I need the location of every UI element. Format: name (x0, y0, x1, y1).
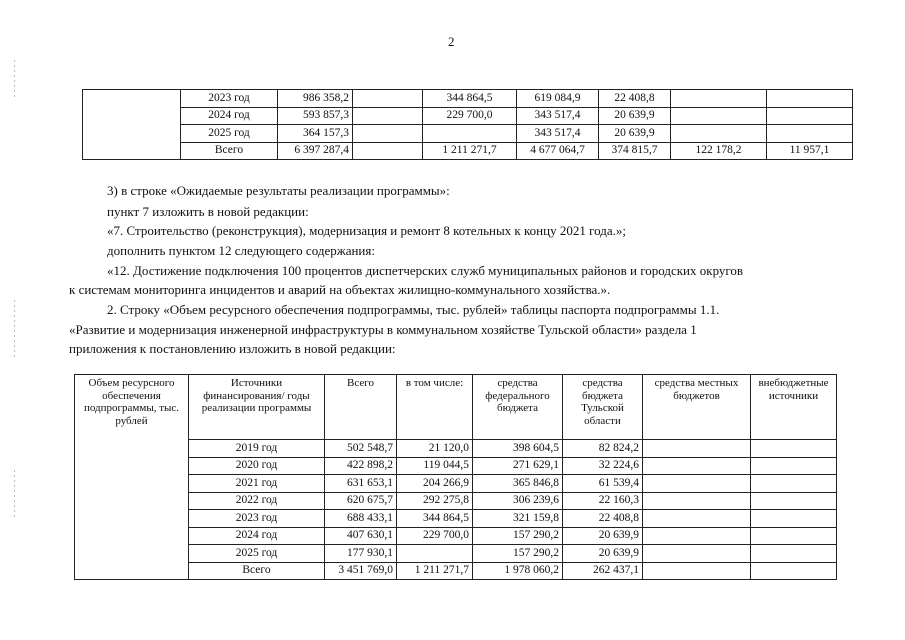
value-cell (643, 457, 751, 475)
table-row (75, 492, 837, 510)
header-resource-volume: Объем ресурсного обеспечения подпрограммы, тыс. рублей (75, 375, 189, 580)
year-cell: 2024 год (189, 527, 325, 545)
header-including: в том числе: (397, 375, 473, 440)
header-federal: средства федерального бюджета (473, 375, 563, 440)
value-cell: 20 639,9 (599, 107, 671, 125)
paragraph: «7. Строительство (реконструкция), модернизация и ремонт 8 котельных к концу 2021 года.»; (107, 223, 626, 238)
value-cell: 1 978 060,2 (473, 562, 563, 580)
value-cell: 1 211 271,7 (423, 142, 517, 160)
year-cell: 2025 год (189, 545, 325, 563)
header-local: средства местных бюджетов (643, 375, 751, 440)
value-cell (671, 125, 767, 143)
scan-margin-mark (14, 470, 15, 520)
value-cell: 321 159,8 (473, 510, 563, 528)
value-cell: 157 290,2 (473, 545, 563, 563)
year-cell: 2024 год (181, 107, 278, 125)
value-cell (643, 527, 751, 545)
value-cell (751, 510, 837, 528)
paragraph: «12. Достижение подключения 100 процентов диспетчерских служб муниципальных районов и городских округов (107, 263, 744, 278)
total-cell: 593 857,3 (278, 107, 353, 125)
scan-margin-mark (14, 300, 15, 360)
value-cell (353, 142, 423, 160)
value-cell: 262 437,1 (563, 562, 643, 580)
header-regional: средства бюджета Тульской области (563, 375, 643, 440)
year-cell: 2023 год (189, 510, 325, 528)
table-row (75, 457, 837, 475)
value-cell: 344 864,5 (423, 90, 517, 108)
value-cell (353, 90, 423, 108)
value-cell: 32 224,6 (563, 457, 643, 475)
value-cell: 292 275,8 (397, 492, 473, 510)
year-cell: 2021 год (189, 475, 325, 493)
empty-cell (83, 90, 181, 160)
paragraph: «Развитие и модернизация инженерной инфраструктуры в коммунальном хозяйстве Тульской области» раздела 1 (69, 322, 697, 337)
table-row (75, 527, 837, 545)
paragraph: пункт 7 изложить в новой редакции: (107, 204, 309, 219)
value-cell (751, 545, 837, 563)
year-cell: 2022 год (189, 492, 325, 510)
value-cell (767, 125, 853, 143)
value-cell (353, 125, 423, 143)
table-row (75, 510, 837, 528)
value-cell: 344 864,5 (397, 510, 473, 528)
value-cell (751, 562, 837, 580)
value-cell: 20 639,9 (563, 545, 643, 563)
total-cell: 177 930,1 (325, 545, 397, 563)
table-row (75, 475, 837, 493)
year-cell: 2023 год (181, 90, 278, 108)
value-cell: 343 517,4 (517, 107, 599, 125)
total-cell: 688 433,1 (325, 510, 397, 528)
total-cell: 364 157,3 (278, 125, 353, 143)
value-cell (643, 545, 751, 563)
paragraph: дополнить пунктом 12 следующего содержания: (107, 243, 375, 258)
year-cell: Всего (181, 142, 278, 160)
page-number: 2 (448, 34, 455, 49)
total-cell: 502 548,7 (325, 440, 397, 458)
value-cell (751, 527, 837, 545)
table-row (83, 107, 853, 125)
value-cell (423, 125, 517, 143)
value-cell: 22 160,3 (563, 492, 643, 510)
scan-margin-mark (14, 60, 15, 100)
table-row (75, 545, 837, 563)
value-cell: 61 539,4 (563, 475, 643, 493)
paragraph: 3) в строке «Ожидаемые результаты реализации программы»: (107, 183, 450, 198)
table-row (83, 90, 853, 108)
value-cell: 11 957,1 (767, 142, 853, 160)
value-cell: 619 084,9 (517, 90, 599, 108)
year-cell: 2019 год (189, 440, 325, 458)
value-cell (643, 510, 751, 528)
value-cell: 122 178,2 (671, 142, 767, 160)
value-cell: 365 846,8 (473, 475, 563, 493)
total-cell: 620 675,7 (325, 492, 397, 510)
total-cell: 407 630,1 (325, 527, 397, 545)
table-header-row (75, 375, 837, 440)
value-cell (643, 562, 751, 580)
value-cell: 20 639,9 (563, 527, 643, 545)
value-cell: 1 211 271,7 (397, 562, 473, 580)
value-cell (397, 545, 473, 563)
table-row (83, 142, 853, 160)
value-cell (751, 475, 837, 493)
header-sources: Источники финансирования/ годы реализации программы (189, 375, 325, 440)
value-cell: 22 408,8 (563, 510, 643, 528)
value-cell: 343 517,4 (517, 125, 599, 143)
value-cell: 204 266,9 (397, 475, 473, 493)
value-cell: 119 044,5 (397, 457, 473, 475)
value-cell: 229 700,0 (423, 107, 517, 125)
value-cell (643, 492, 751, 510)
value-cell: 229 700,0 (397, 527, 473, 545)
total-cell: 3 451 769,0 (325, 562, 397, 580)
value-cell: 306 239,6 (473, 492, 563, 510)
value-cell: 20 639,9 (599, 125, 671, 143)
value-cell: 157 290,2 (473, 527, 563, 545)
table-row (75, 562, 837, 580)
value-cell (671, 90, 767, 108)
paragraph: 2. Строку «Объем ресурсного обеспечения подпрограммы, тыс. рублей» таблицы паспорта подпрограммы 1.1. (107, 302, 720, 317)
value-cell (767, 90, 853, 108)
value-cell: 374 815,7 (599, 142, 671, 160)
value-cell: 398 604,5 (473, 440, 563, 458)
total-cell: 631 653,1 (325, 475, 397, 493)
paragraph: к системам мониторинга инцидентов и аварий на объектах жилищно-коммунального хозяйства.». (69, 282, 611, 297)
header-total: Всего (325, 375, 397, 440)
total-cell: 986 358,2 (278, 90, 353, 108)
value-cell: 21 120,0 (397, 440, 473, 458)
year-cell: Всего (189, 562, 325, 580)
value-cell: 271 629,1 (473, 457, 563, 475)
value-cell: 22 408,8 (599, 90, 671, 108)
year-cell: 2020 год (189, 457, 325, 475)
year-cell: 2025 год (181, 125, 278, 143)
value-cell (751, 440, 837, 458)
value-cell (643, 475, 751, 493)
resource-table (74, 374, 837, 580)
header-extrabudgetary: внебюджетные источники (751, 375, 837, 440)
value-cell (353, 107, 423, 125)
value-cell (767, 107, 853, 125)
total-cell: 6 397 287,4 (278, 142, 353, 160)
paragraph: приложения к постановлению изложить в новой редакции: (69, 341, 396, 356)
total-cell: 422 898,2 (325, 457, 397, 475)
top-table (82, 89, 853, 160)
value-cell (751, 492, 837, 510)
value-cell (751, 457, 837, 475)
value-cell: 82 824,2 (563, 440, 643, 458)
table-row (75, 440, 837, 458)
table-row (83, 125, 853, 143)
value-cell (671, 107, 767, 125)
value-cell: 4 677 064,7 (517, 142, 599, 160)
value-cell (643, 440, 751, 458)
